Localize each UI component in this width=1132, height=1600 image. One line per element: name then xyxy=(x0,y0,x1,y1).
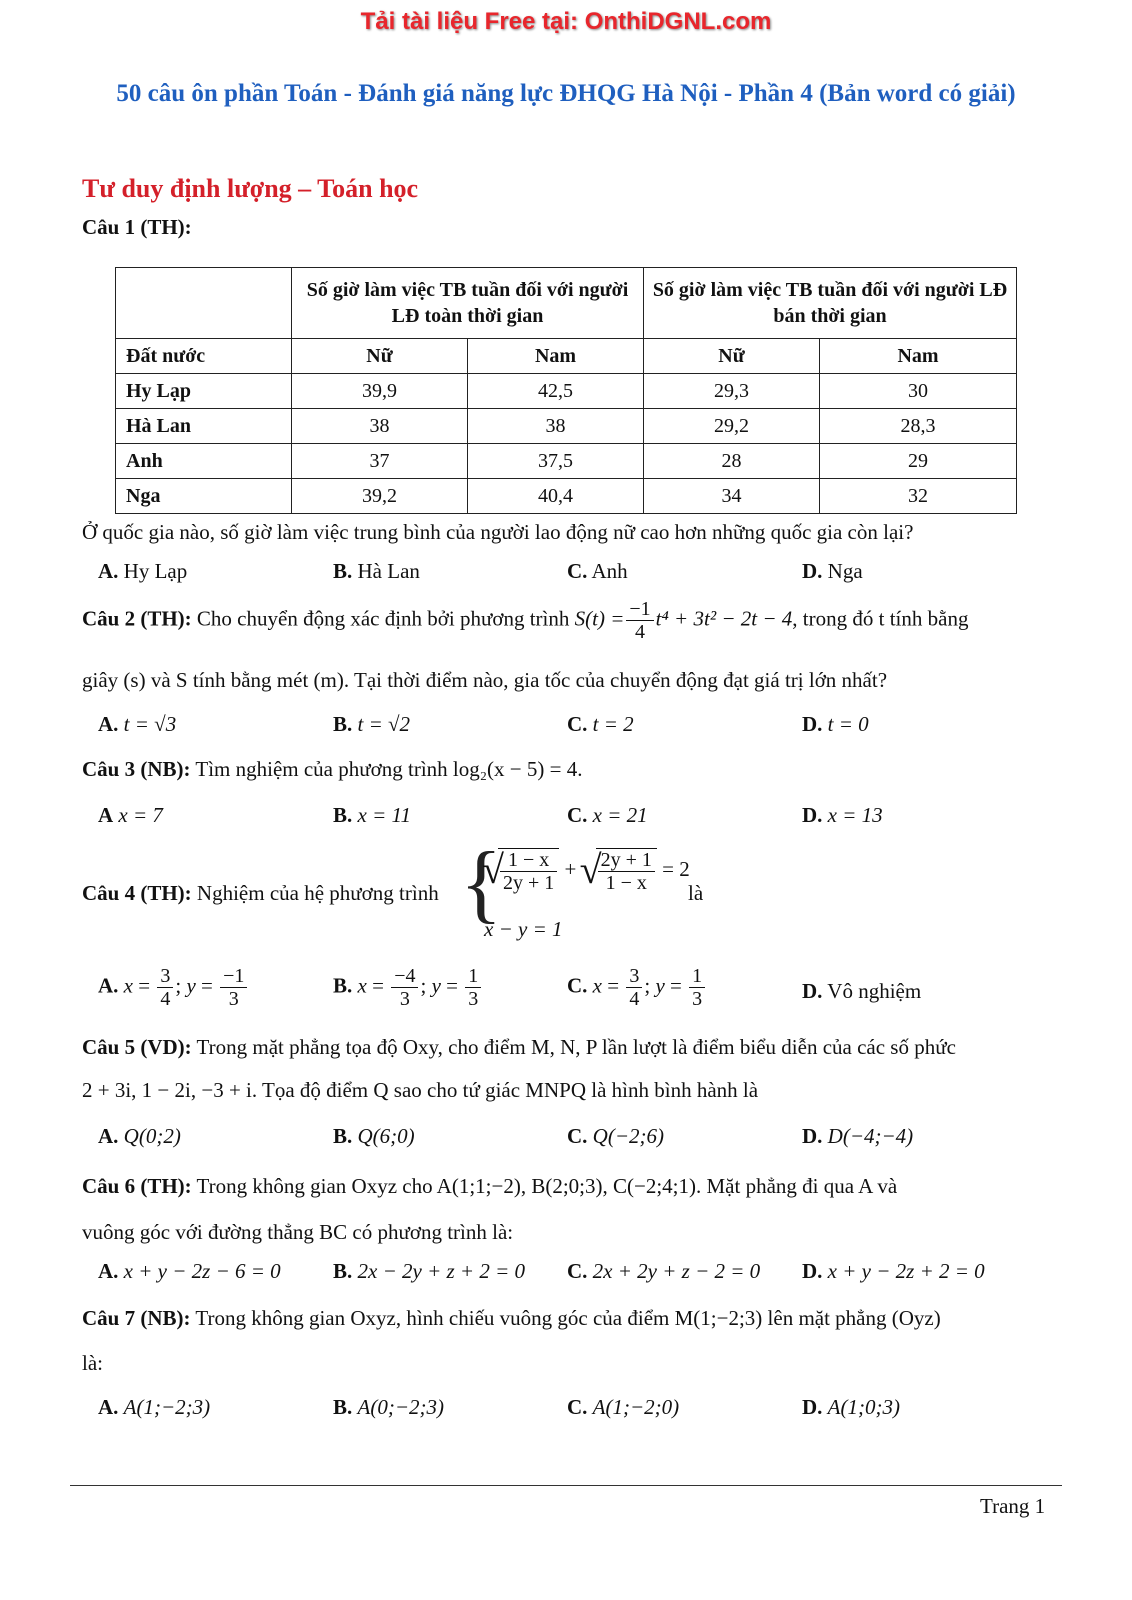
q5-option-a[interactable]: A. Q(0;2) xyxy=(98,1124,181,1148)
cell: 37,5 xyxy=(468,444,644,479)
table-row xyxy=(116,374,1017,409)
q3-option-b[interactable]: B. x = 11 xyxy=(333,803,411,827)
q2-option-a[interactable]: A. t = √3 xyxy=(98,712,177,736)
row-country: Hà Lan xyxy=(116,409,292,444)
q4-equation-1: √ $\frac{1 - x}{2y + 1}$ + √ $\frac{2y + 1}{1 - x}$ = 2 xyxy=(484,848,690,894)
q4-option-b[interactable]: B. x = $\frac{-4}{3}$ ; y = $\frac{1}{3}$ xyxy=(333,965,483,1010)
q3-option-a[interactable]: A x = 7 xyxy=(98,803,163,827)
footer-divider xyxy=(70,1485,1062,1486)
q6-option-b[interactable]: B. 2x − 2y + z + 2 = 0 xyxy=(333,1259,526,1283)
q1-option-a[interactable]: A. Hy Lạp xyxy=(98,559,188,583)
q1-option-c[interactable]: C. Anh xyxy=(567,559,628,583)
q2-line2: giây (s) và S tính bằng mét (m). Tại thời điểm nào, gia tốc của chuyển động đạt giá trị lớn nhất? xyxy=(82,668,888,692)
q6-option-c[interactable]: C. 2x + 2y + z − 2 = 0 xyxy=(567,1259,761,1283)
q4-equation-2: x − y = 1 xyxy=(484,917,563,941)
q1-option-b[interactable]: B. Hà Lan xyxy=(333,559,420,583)
q5-option-c[interactable]: C. Q(−2;6) xyxy=(567,1124,664,1148)
cell: 29 xyxy=(820,444,1017,479)
table-row xyxy=(116,409,1017,444)
col-country: Đất nước xyxy=(116,339,292,374)
q3-line: Câu 3 (NB): Tìm nghiệm của phương trình log₂(x − 5) = 4. xyxy=(82,757,583,781)
cell: 40,4 xyxy=(468,479,644,514)
q4-option-d[interactable]: D. Vô nghiệm xyxy=(802,979,922,1003)
q5-option-d[interactable]: D. D(−4;−4) xyxy=(802,1124,914,1148)
document-title: 50 câu ôn phần Toán - Đánh giá năng lực ĐHQG Hà Nội - Phần 4 (Bản word có giải) xyxy=(116,80,1016,107)
cell: 29,2 xyxy=(644,409,820,444)
table-row xyxy=(116,479,1017,514)
q7-line2: là: xyxy=(82,1351,103,1375)
table-row xyxy=(116,444,1017,479)
cell: 38 xyxy=(292,409,468,444)
q4-line: Câu 4 (TH): Nghiệm của hệ phương trình xyxy=(82,881,439,905)
cell: 32 xyxy=(820,479,1017,514)
q7-option-a[interactable]: A. A(1;−2;3) xyxy=(98,1395,211,1419)
q7-option-d[interactable]: D. A(1;0;3) xyxy=(802,1395,900,1419)
cell: 28,3 xyxy=(820,409,1017,444)
download-banner[interactable]: Tải tài liệu Free tại: OnthiDGNL.com xyxy=(360,8,772,35)
q6-option-d[interactable]: D. x + y − 2z + 2 = 0 xyxy=(802,1259,985,1283)
q6-line1: Câu 6 (TH): Trong không gian Oxyz cho A(1;1;−2), B(2;0;3), C(−2;4;1). Mặt phẳng đi qua A và xyxy=(82,1174,898,1198)
q3-option-d[interactable]: D. x = 13 xyxy=(802,803,883,827)
q2-line1: Câu 2 (TH): Cho chuyển động xác định bởi phương trình S(t) = $\frac{-1}{4}$ t⁴ + 3t² − 2t − 4, trong đó t tính bằng xyxy=(82,598,969,643)
col-female-pt: Nữ xyxy=(644,339,820,374)
q4-suffix: là xyxy=(688,881,704,905)
q5-option-b[interactable]: B. Q(6;0) xyxy=(333,1124,415,1148)
system-brace: { xyxy=(460,835,503,932)
q1-question: Ở quốc gia nào, số giờ làm việc trung bình của người lao động nữ cao hơn những quốc gia còn lại? xyxy=(82,520,914,544)
q4-option-c[interactable]: C. x = $\frac{3}{4}$ ; y = $\frac{1}{3}$ xyxy=(567,965,707,1010)
section-title: Tư duy định lượng – Toán học xyxy=(82,174,419,203)
col-male-pt: Nam xyxy=(820,339,1017,374)
q7-option-c[interactable]: C. A(1;−2;0) xyxy=(567,1395,680,1419)
q2-fraction: $\frac{-1}{4}$ xyxy=(626,598,653,643)
table-group-fulltime: Số giờ làm việc TB tuần đối với người LĐ toàn thời gian xyxy=(292,268,644,339)
col-male-ft: Nam xyxy=(468,339,644,374)
cell: 39,9 xyxy=(292,374,468,409)
col-female-ft: Nữ xyxy=(292,339,468,374)
q1-option-d[interactable]: D. Nga xyxy=(802,559,863,583)
q2-option-b[interactable]: B. t = √2 xyxy=(333,712,411,736)
cell: 37 xyxy=(292,444,468,479)
q2-formula-rhs: t⁴ + 3t² − 2t − 4 xyxy=(655,606,793,631)
cell: 42,5 xyxy=(468,374,644,409)
cell: 34 xyxy=(644,479,820,514)
cell: 30 xyxy=(820,374,1017,409)
row-country: Hy Lạp xyxy=(116,374,292,409)
q2-formula-lhs: S(t) = xyxy=(574,606,625,631)
q3-option-c[interactable]: C. x = 21 xyxy=(567,803,648,827)
q5-line2: 2 + 3i, 1 − 2i, −3 + i. Tọa độ điểm Q sao cho tứ giác MNPQ là hình bình hành là xyxy=(82,1078,759,1102)
q6-line2: vuông góc với đường thẳng BC có phương trình là: xyxy=(82,1220,514,1244)
q4-option-a[interactable]: A. x = $\frac{3}{4}$ ; y = $\frac{-1}{3}$ xyxy=(98,965,249,1010)
q2-option-c[interactable]: C. t = 2 xyxy=(567,712,634,736)
cell: 38 xyxy=(468,409,644,444)
q7-option-b[interactable]: B. A(0;−2;3) xyxy=(333,1395,444,1419)
q2-option-d[interactable]: D. t = 0 xyxy=(802,712,869,736)
q6-option-a[interactable]: A. x + y − 2z − 6 = 0 xyxy=(98,1259,281,1283)
q1-label: Câu 1 (TH): xyxy=(82,215,192,239)
table-group-parttime: Số giờ làm việc TB tuần đối với người LĐ bán thời gian xyxy=(644,268,1017,339)
table-corner xyxy=(116,268,292,339)
row-country: Nga xyxy=(116,479,292,514)
q7-line1: Câu 7 (NB): Trong không gian Oxyz, hình chiếu vuông góc của điểm M(1;−2;3) lên mặt phẳng (Oyz) xyxy=(82,1306,941,1330)
cell: 39,2 xyxy=(292,479,468,514)
working-hours-table xyxy=(115,267,1017,514)
row-country: Anh xyxy=(116,444,292,479)
cell: 28 xyxy=(644,444,820,479)
page-number: Trang 1 xyxy=(980,1494,1046,1518)
cell: 29,3 xyxy=(644,374,820,409)
q5-line1: Câu 5 (VD): Trong mặt phẳng tọa độ Oxy, cho điểm M, N, P lần lượt là điểm biểu diễn của các số phức xyxy=(82,1035,956,1059)
